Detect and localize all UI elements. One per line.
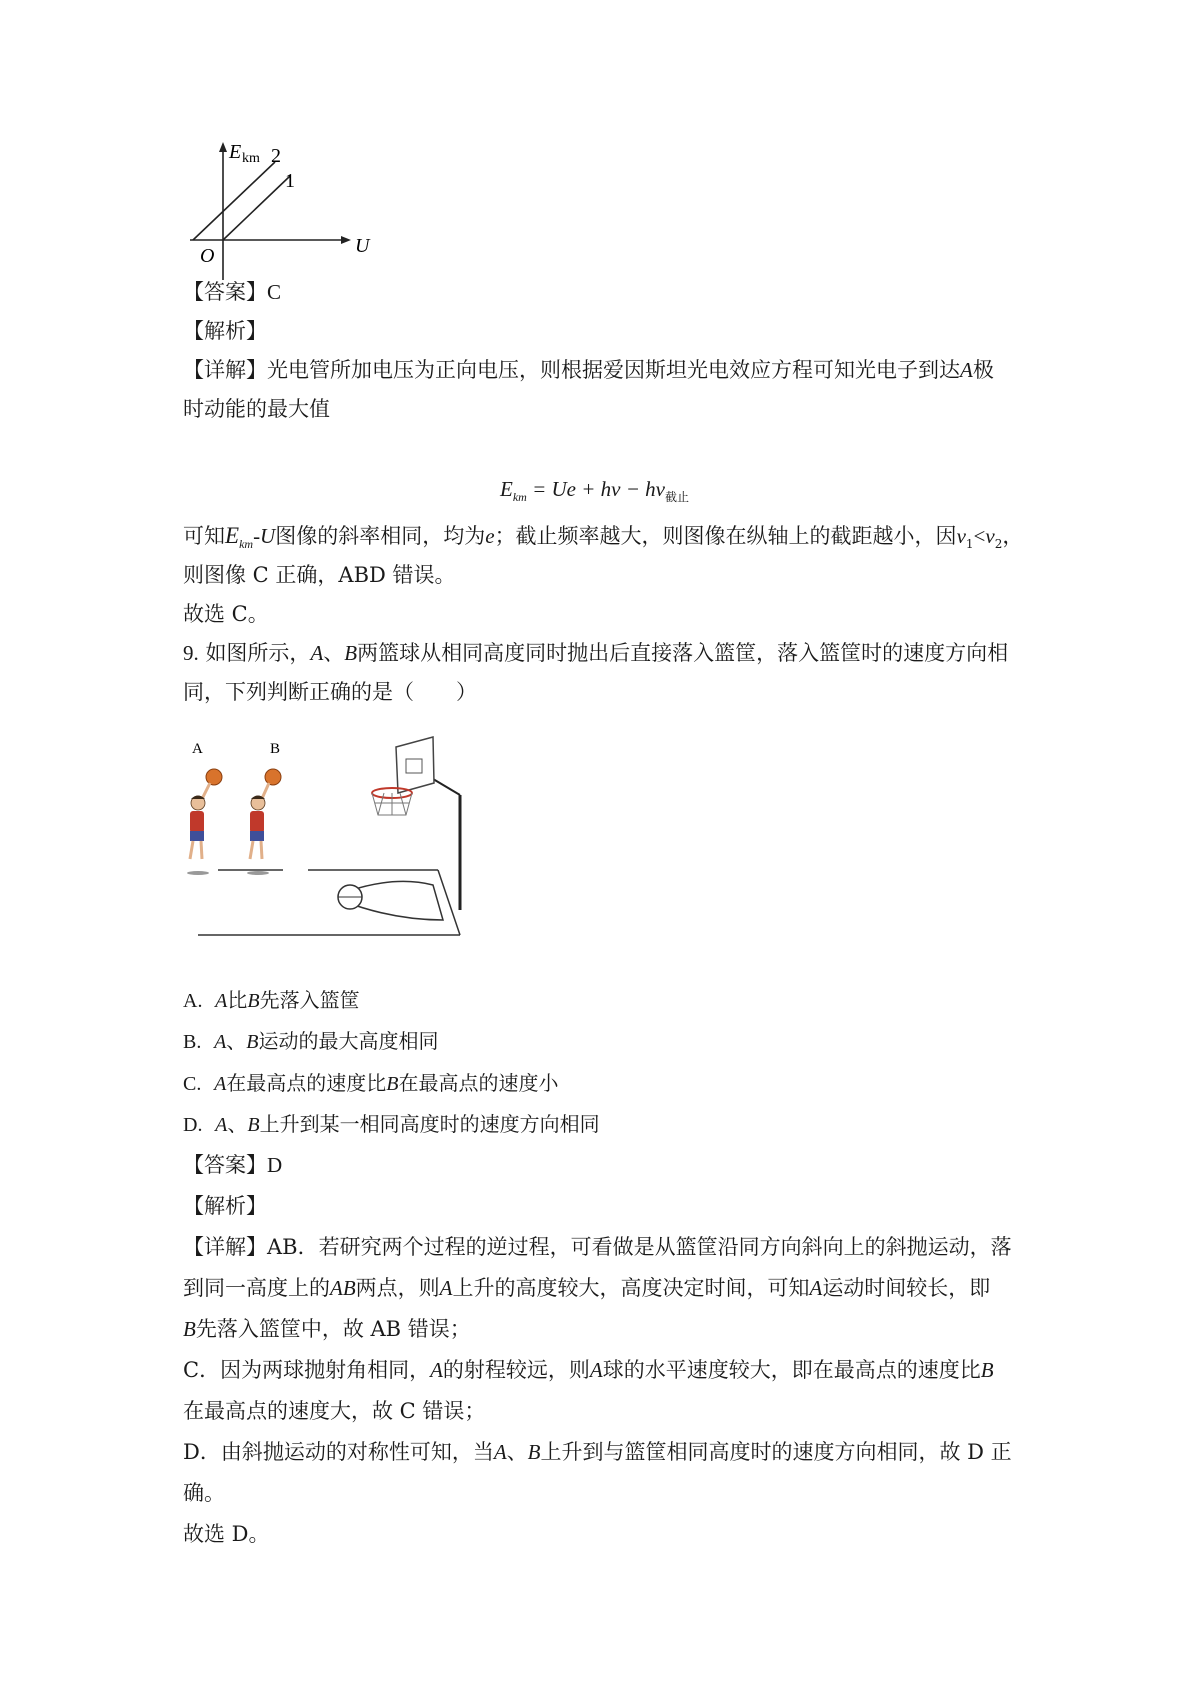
label-a: A: [192, 741, 203, 757]
q9-stem-line2: 同，下列判断正确的是（ ）: [183, 680, 477, 704]
q9-detail-7: 确。: [183, 1481, 225, 1505]
q8-detail-line1: 【详解】光电管所加电压为正向电压，则根据爱因斯坦光电效应方程可知光电子到达A极: [183, 358, 994, 382]
q9-detail-3: B先落入篮筐中，故 AB 错误；: [183, 1317, 471, 1341]
y-axis-arrow: [219, 142, 227, 152]
q8-line3: 可知$E_{km}-U$图像的斜率相同，均为e；截止频率越大，则图像在纵轴上的截距越小，因$\nu_1<\nu_2$，: [183, 523, 1024, 551]
line-1: [223, 176, 290, 240]
q8-analysis-tag: 【解析】: [183, 319, 267, 343]
x-axis-arrow: [341, 236, 351, 244]
y-axis-label: E: [229, 141, 242, 163]
q9-answer: 【答案】D: [183, 1153, 283, 1177]
ball-b: [265, 769, 281, 785]
q8-line5: 故选 C。: [183, 602, 269, 626]
photoelectric-equation: $E_{km} = Ue + h\nu - h\nu_{截止}$: [500, 477, 689, 504]
q9-analysis-tag: 【解析】: [183, 1194, 267, 1218]
q9-detail-4: C．因为两球抛射角相同，A的射程较远，则A球的水平速度较大，即在最高点的速度比B: [183, 1358, 994, 1382]
q9-detail-1: 【详解】AB．若研究两个过程的逆过程，可看做是从篮筐沿同方向斜向上的斜抛运动，落: [183, 1235, 1012, 1259]
option-a: A. A比B先落入篮筐: [183, 988, 360, 1012]
q9-detail-6: D．由斜抛运动的对称性可知，当A、B上升到与篮筐相同高度时的速度方向相同，故 D 正: [183, 1440, 1012, 1464]
q8-answer: [183, 277, 281, 307]
q9-detail-5: 在最高点的速度大，故 C 错误；: [183, 1399, 486, 1423]
q8-detail-line2: 时动能的最大值: [183, 397, 330, 421]
answer-value: C: [267, 280, 282, 304]
x-axis-label: U: [355, 235, 370, 257]
origin-label: O: [200, 245, 215, 267]
player-b: [247, 769, 281, 875]
q9-detail-8: 故选 D。: [183, 1522, 270, 1546]
answer-tag: 【答案】: [183, 280, 267, 304]
line-label-2: 2: [271, 145, 281, 167]
option-c: C. A在最高点的速度比B在最高点的速度小: [183, 1071, 559, 1095]
q9-detail-2: 到同一高度上的AB两点，则A上升的高度较大，高度决定时间，可知A运动时间较长，即: [183, 1276, 991, 1300]
option-b: B. A、B运动的最大高度相同: [183, 1029, 439, 1053]
line-label-1: 1: [285, 170, 295, 192]
basketball-figure: [178, 735, 478, 945]
option-d: D. A、B上升到某一相同高度时的速度方向相同: [183, 1112, 600, 1136]
player-a: [187, 769, 222, 875]
label-b: B: [270, 741, 281, 757]
ball-a: [206, 769, 222, 785]
q9-stem-line1: 9. 如图所示，A、B两篮球从相同高度同时抛出后直接落入篮筐，落入篮筐时的速度方向相: [183, 641, 1009, 665]
ekm-u-graph: [185, 140, 385, 290]
y-axis-sub: km: [242, 151, 260, 166]
q8-line4: 则图像 C 正确，ABD 错误。: [183, 563, 456, 587]
backboard: [396, 737, 434, 793]
